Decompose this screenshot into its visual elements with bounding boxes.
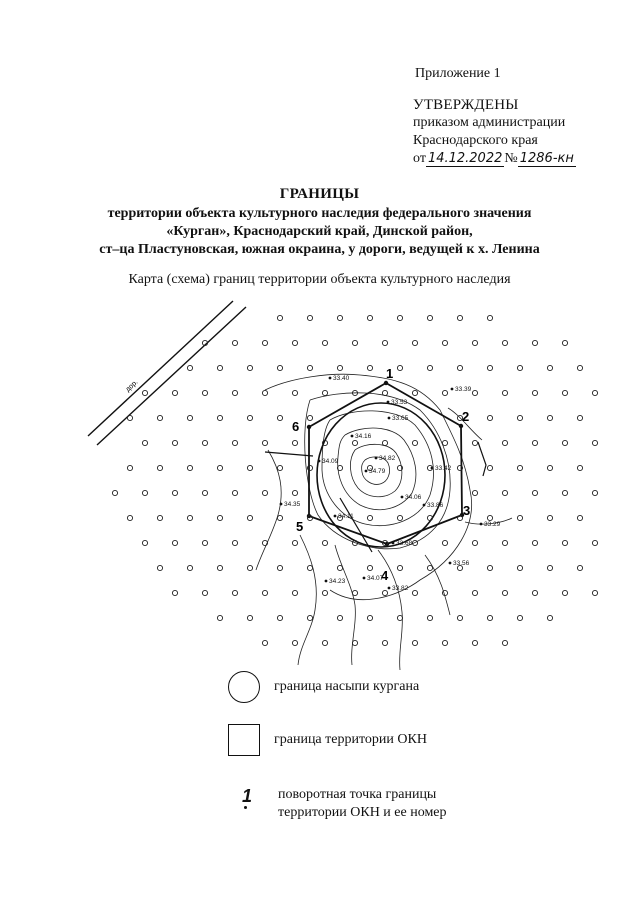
elevation-label: 34.16 [355, 433, 372, 440]
elevation-label: 33.82 [392, 585, 409, 592]
survey-point [397, 365, 402, 370]
survey-point [487, 365, 492, 370]
survey-point [127, 465, 132, 470]
survey-point [532, 340, 537, 345]
survey-point [352, 340, 357, 345]
survey-point [367, 615, 372, 620]
survey-point [157, 515, 162, 520]
survey-point [202, 390, 207, 395]
elevation-label: 34.82 [379, 455, 396, 462]
elevation-label: 34.23 [329, 578, 346, 585]
survey-point [247, 515, 252, 520]
survey-point [442, 590, 447, 595]
elevation-label: 33.39 [455, 386, 472, 393]
survey-point [187, 565, 192, 570]
point-1-label: 1 [386, 366, 394, 381]
survey-point [577, 415, 582, 420]
elevation-label: 33.65 [392, 415, 409, 422]
survey-point [487, 315, 492, 320]
survey-point [277, 365, 282, 370]
survey-point [472, 440, 477, 445]
elevation-label: 33.86 [427, 502, 444, 509]
elevation-label: 33.56 [453, 560, 470, 567]
elevation-label: 34.35 [284, 501, 301, 508]
survey-point [202, 490, 207, 495]
survey-point [172, 590, 177, 595]
survey-point [217, 565, 222, 570]
survey-point [502, 590, 507, 595]
survey-point [322, 340, 327, 345]
survey-point [562, 490, 567, 495]
survey-point [112, 490, 117, 495]
survey-point [277, 515, 282, 520]
survey-point [472, 590, 477, 595]
survey-point [532, 590, 537, 595]
survey-point [142, 540, 147, 545]
survey-point [502, 390, 507, 395]
survey-point [547, 465, 552, 470]
survey-point [532, 540, 537, 545]
survey-point [367, 565, 372, 570]
survey-point [292, 440, 297, 445]
survey-point [217, 615, 222, 620]
survey-point [232, 540, 237, 545]
survey-point [547, 365, 552, 370]
survey-point [547, 415, 552, 420]
survey-point [412, 640, 417, 645]
survey-point [502, 490, 507, 495]
survey-point [247, 415, 252, 420]
survey-point [292, 390, 297, 395]
elevation-label: 34.06 [405, 494, 422, 501]
survey-point [562, 440, 567, 445]
survey-point [337, 315, 342, 320]
survey-point [397, 315, 402, 320]
survey-point [457, 315, 462, 320]
survey-point [427, 565, 432, 570]
survey-point [187, 465, 192, 470]
survey-point [337, 365, 342, 370]
point-3-label: 3 [463, 503, 471, 518]
survey-point [172, 490, 177, 495]
survey-point [232, 440, 237, 445]
survey-point [307, 415, 312, 420]
survey-point [142, 490, 147, 495]
survey-point [517, 465, 522, 470]
order-line-2: Краснодарского края [413, 133, 538, 148]
survey-point [277, 465, 282, 470]
legend-point-dot [244, 806, 247, 809]
survey-point [442, 440, 447, 445]
elevation-label: 33.29 [484, 521, 501, 528]
survey-grid-points [112, 315, 597, 645]
survey-point [442, 390, 447, 395]
survey-point [382, 440, 387, 445]
survey-point [322, 540, 327, 545]
survey-point [592, 440, 597, 445]
survey-point [502, 440, 507, 445]
survey-point [547, 615, 552, 620]
survey-point [382, 340, 387, 345]
survey-point [202, 540, 207, 545]
legend-point-label-1: поворотная точка границы [278, 787, 437, 802]
survey-point [592, 390, 597, 395]
survey-point [367, 315, 372, 320]
survey-point [322, 640, 327, 645]
document-title: ГРАНИЦЫ [279, 186, 360, 202]
survey-point [247, 615, 252, 620]
survey-point [232, 490, 237, 495]
survey-point [202, 590, 207, 595]
survey-point [187, 515, 192, 520]
survey-point [562, 340, 567, 345]
survey-point [472, 640, 477, 645]
survey-point [517, 365, 522, 370]
survey-point [577, 365, 582, 370]
survey-point [217, 365, 222, 370]
survey-point [127, 415, 132, 420]
survey-point [487, 415, 492, 420]
survey-point [412, 440, 417, 445]
elevation-label: 33.68 [396, 540, 413, 547]
survey-point [367, 515, 372, 520]
survey-point [532, 490, 537, 495]
survey-point [277, 415, 282, 420]
survey-point [352, 440, 357, 445]
survey-point [337, 565, 342, 570]
survey-point [307, 315, 312, 320]
survey-point [247, 565, 252, 570]
survey-point [577, 515, 582, 520]
survey-point [502, 540, 507, 545]
elevation-label: 33.40 [333, 375, 350, 382]
title-line-3: ст–ца Пластуновская, южная окраина, у дороги, ведущей к х. Ленина [99, 242, 540, 257]
survey-point [472, 540, 477, 545]
survey-point [277, 615, 282, 620]
survey-point [577, 565, 582, 570]
survey-point [292, 640, 297, 645]
point-4-label: 4 [381, 568, 389, 583]
survey-point [382, 640, 387, 645]
survey-point [427, 365, 432, 370]
elevation-label: 33.53 [391, 399, 408, 406]
survey-point [232, 340, 237, 345]
map-caption: Карта (схема) границ территории объекта культурного наследия [128, 272, 511, 287]
title-line-1: территории объекта культурного наследия федерального значения [107, 206, 532, 221]
survey-point [322, 390, 327, 395]
survey-point [487, 465, 492, 470]
survey-point [337, 615, 342, 620]
approval-block [413, 96, 576, 168]
survey-point [592, 590, 597, 595]
survey-point [577, 465, 582, 470]
point-2-label: 2 [462, 409, 470, 424]
survey-point [307, 565, 312, 570]
survey-point [142, 390, 147, 395]
survey-point [187, 365, 192, 370]
legend-mound-symbol [228, 671, 260, 703]
survey-point [262, 440, 267, 445]
survey-point [382, 590, 387, 595]
survey-point [532, 390, 537, 395]
point-6-label: 6 [292, 419, 300, 434]
survey-point [247, 465, 252, 470]
survey-point [277, 315, 282, 320]
survey-point [517, 565, 522, 570]
survey-point [517, 415, 522, 420]
survey-point [517, 615, 522, 620]
road [88, 301, 246, 445]
survey-point [262, 490, 267, 495]
survey-point [592, 490, 597, 495]
survey-point [262, 640, 267, 645]
survey-point [367, 365, 372, 370]
survey-point [172, 390, 177, 395]
survey-point [562, 590, 567, 595]
survey-point [397, 615, 402, 620]
survey-point [262, 390, 267, 395]
legend-territory-label: граница территории ОКН [274, 732, 427, 747]
survey-point [397, 565, 402, 570]
survey-point [397, 515, 402, 520]
appendix-label: Приложение 1 [415, 66, 501, 81]
survey-point [172, 440, 177, 445]
survey-point [472, 340, 477, 345]
elevation-label: 34.11 [338, 513, 354, 520]
legend-territory-symbol [228, 724, 260, 756]
legend-point-label-2: территории ОКН и ее номер [278, 805, 447, 820]
survey-point [457, 365, 462, 370]
survey-point [232, 590, 237, 595]
survey-point [217, 415, 222, 420]
elevation-label: 34.07 [367, 575, 384, 582]
survey-point [157, 565, 162, 570]
survey-point [172, 540, 177, 545]
survey-point [532, 440, 537, 445]
survey-point [307, 615, 312, 620]
survey-point [427, 615, 432, 620]
survey-point [412, 390, 417, 395]
survey-point [217, 465, 222, 470]
title-line-2: «Курган», Краснодарский край, Динской район, [166, 224, 473, 239]
survey-point [427, 315, 432, 320]
road-label: дор. [124, 378, 140, 394]
survey-point [442, 540, 447, 545]
survey-point [352, 590, 357, 595]
order-number: 1286-кн [519, 151, 574, 166]
survey-point [487, 615, 492, 620]
survey-point [187, 415, 192, 420]
survey-point [547, 565, 552, 570]
survey-point [442, 640, 447, 645]
survey-point [472, 390, 477, 395]
survey-point [502, 640, 507, 645]
survey-point [262, 340, 267, 345]
date-prefix: от [413, 151, 426, 166]
elevation-label: 34.09 [322, 458, 339, 465]
point-5-label: 5 [296, 519, 304, 534]
legend-point-symbol: 1 [242, 786, 253, 806]
order-date-line [413, 150, 576, 168]
survey-point [307, 365, 312, 370]
survey-point [502, 340, 507, 345]
survey-point [232, 390, 237, 395]
survey-point [202, 440, 207, 445]
survey-point [487, 515, 492, 520]
survey-point [247, 365, 252, 370]
survey-point [562, 390, 567, 395]
survey-point [562, 540, 567, 545]
boundary-map [0, 290, 639, 675]
survey-point [277, 565, 282, 570]
survey-point [292, 540, 297, 545]
survey-point [592, 540, 597, 545]
survey-point [487, 565, 492, 570]
order-line-1: приказом администрации [413, 115, 566, 130]
survey-point [517, 515, 522, 520]
survey-point [322, 590, 327, 595]
survey-point [142, 440, 147, 445]
survey-point [292, 340, 297, 345]
survey-point [157, 415, 162, 420]
elevation-label: 34.79 [369, 468, 386, 475]
document-title-block [0, 186, 639, 259]
legend-mound-label: граница насыпи кургана [274, 679, 420, 694]
survey-point [292, 590, 297, 595]
survey-point [382, 390, 387, 395]
survey-point [292, 490, 297, 495]
survey-point [157, 465, 162, 470]
approved-title: УТВЕРЖДЕНЫ [413, 97, 519, 113]
survey-point [457, 615, 462, 620]
order-date: 14.12.2022 [427, 151, 503, 166]
survey-point [472, 490, 477, 495]
survey-point [547, 515, 552, 520]
elevation-label: 33.42 [435, 465, 452, 472]
survey-point [412, 340, 417, 345]
survey-point [352, 640, 357, 645]
number-prefix: № [504, 151, 518, 166]
survey-point [442, 340, 447, 345]
survey-point [262, 590, 267, 595]
survey-point [217, 515, 222, 520]
survey-point [127, 515, 132, 520]
survey-point [412, 590, 417, 595]
